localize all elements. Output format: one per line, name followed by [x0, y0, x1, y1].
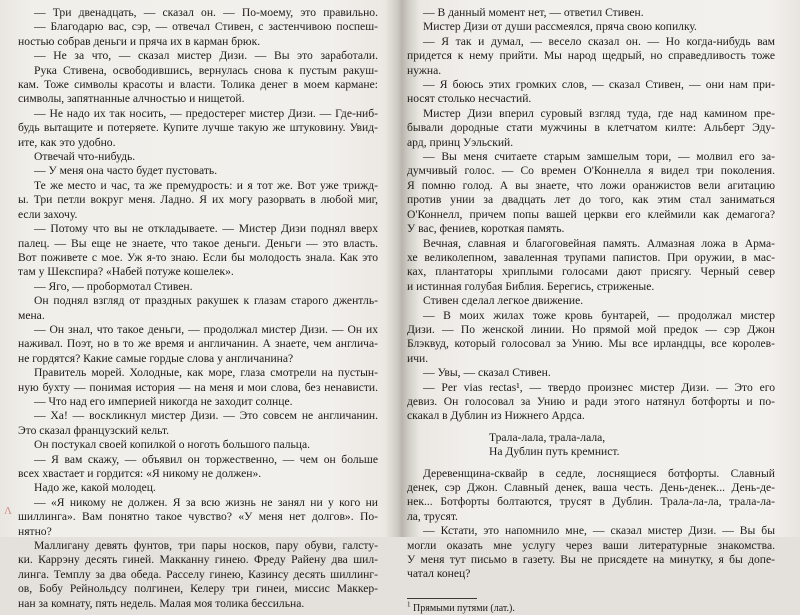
text-line: Деревенщина-сквайр в седле, лоснящиеся ботфорты. Славный — [423, 466, 775, 480]
text-line: — У меня она часто будет пустовать. — [34, 164, 218, 178]
text-line: — Не надо их так носить, — предостерег мистер Дизи. — Где-ниб- — [34, 106, 378, 120]
text-line: Надо же, какой молодец. — [34, 481, 156, 495]
text-line: думчивый голос. — Со времен О'Коннелла я видел три поколения. — [407, 164, 775, 178]
text-line: У вас, фениев, короткая память. — [407, 222, 565, 236]
text-line: девиз. Он голосовал за Унию и ради этого натянул ботфорты и по- — [407, 394, 775, 408]
text-line: ла, трусят. — [407, 509, 458, 523]
text-line: нан за комнату, пять недель. Малая моя толика бессильна. — [18, 596, 305, 610]
text-line: — Кстати, это напомнило мне, — сказал мистер Дизи. — Вы бы — [423, 524, 775, 538]
text-line: — «Я никому не должен. Я за всю жизнь не занял ни у кого ни — [34, 495, 378, 509]
text-line: — Он знал, что такое деньги, — продолжал мистер Дизи. — Он их — [34, 322, 378, 336]
text-line: ичи. — [407, 351, 429, 365]
text-line: — Что над его империей никогда не заходит солнце. — [34, 394, 293, 408]
text-line: Отвечай что-нибудь. — [34, 150, 136, 164]
text-line: линга. Темплу за два обеда. Расселу гинею, Казинсу десять шиллинг- — [18, 567, 378, 581]
text-line: нятно? — [18, 524, 52, 538]
right-page-text-top — [407, 6, 775, 424]
text-line: ки. Каррэну десять гиней. Макканну гинею. Фреду Райену два шил- — [18, 553, 378, 567]
text-line: — Три двенадцать, — сказал он. — По-моему, это правильно. — [34, 6, 378, 19]
text-line: — Не за что, — сказал мистер Дизи. — Вы это заработали. — [34, 49, 378, 63]
text-line: — Вы меня считаете старым замшелым тори, — молвил его за- — [423, 150, 775, 164]
text-line: ную бухту — понимая история — на меня и мои слова, без ненависти. — [18, 380, 378, 394]
text-line: О'Коннелл, причем попы вашей церкви его клеймили как демагога? — [407, 207, 775, 221]
text-line: — Per vias rectas¹, — твердо произнес мистер Дизи. — Это его — [423, 380, 775, 394]
text-line: — Благодарю вас, сэр, — отвечал Стивен, с застенчивою поспеш- — [34, 20, 378, 34]
footnote-marker: 1 — [407, 600, 411, 609]
text-line: наживал. Поэт, но в то же время и англичанин. А знаете, чем англича- — [18, 337, 378, 351]
text-line: ов, Бобу Рейнольдсу полгинеи, Келеру три гинеи, миссис Маккер- — [18, 582, 378, 596]
text-line: ите, как это удобно. — [18, 135, 116, 149]
text-line: там у Шекспира? «Набей потуже кошелек». — [18, 265, 234, 279]
text-line: Вот поживете с мое. Уж я-то знаю. Если бы молодость знала. Как это — [18, 250, 378, 264]
footnote-rule — [407, 598, 477, 599]
text-line: — В моих жилах тоже кровь бунтарей, — продолжал мистер — [423, 308, 775, 322]
text-line: У меня тут письмо в газету. Вы не присядете на минутку, я бы допе- — [407, 553, 775, 567]
page-edge-mark: Λ — [4, 505, 12, 517]
text-line: мена. — [18, 308, 45, 322]
text-line: если захочу. — [18, 207, 78, 221]
text-line: — Я боюсь этих громких слов, — сказал Стивен, — они нам при- — [423, 78, 775, 92]
text-line: против унии за двадцать лет до того, как этим стал заниматься — [407, 193, 775, 207]
footnote-text: Прямыми путями (лат.). — [413, 602, 515, 614]
text-line: нужна. — [407, 63, 442, 77]
text-line: Дизи. — По женской линии. Но прямой мой предок — сэр Джон — [407, 322, 775, 336]
text-line: придется к нему прийти. Мы народ щедрый, но справедливость тоже — [407, 49, 775, 63]
text-line: и истинная голубая Библия. Берегись, стриженые. — [407, 279, 655, 293]
text-line: могли оказать мне услугу через ваши литературные знакомства. — [407, 538, 775, 552]
text-line: Он постукал своей копилкой о ноготь большого пальца. — [34, 438, 311, 452]
text-line: ностью собрав деньги и пряча их в карман брюк. — [18, 34, 261, 48]
text-line: Правитель морей. Холодные, как море, глаза смотрели на пустын- — [34, 366, 378, 380]
text-line: — Ха! — воскликнул мистер Дизи. — Это совсем не англичанин. — [34, 409, 378, 423]
text-line: чатал конец? — [407, 567, 471, 581]
text-line: Он поднял взгляд от праздных ракушек к глазам старого джентль- — [34, 294, 378, 308]
text-line: Стивен сделал легкое движение. — [423, 294, 584, 308]
text-line: всех хвастает и гордится: «Я никому не должен». — [18, 467, 262, 480]
text-line: ы. Три петли вокруг меня. Ладно. Я их могу разорвать в любой миг, — [18, 193, 378, 207]
text-line: — Увы, — сказал Стивен. — [423, 366, 551, 380]
text-line: не гордятся? Какие самые гордые слова у англичанина? — [18, 351, 294, 365]
text-line: — В данный момент нет, — ответил Стивен. — [423, 6, 644, 19]
text-line: скакал в Дублин из Нижнего Ардса. — [407, 409, 585, 423]
right-page — [407, 6, 775, 615]
text-line: шиллинга». Вам понятно такое чувство? «У меня нет долгов». По- — [18, 510, 378, 524]
text-line: Те же место и час, та же премудрость: и я тот же. Вот уже трижд- — [34, 178, 378, 192]
text-line: Мистер Дизи от души рассмеялся, пряча свою копилку. — [423, 20, 697, 34]
text-line: Мистер Дизи вперил суровый взгляд туда, где над камином пре- — [423, 106, 775, 120]
text-line: бывали дородные стати мужчины в клетчатом килте: Альберт Эду- — [407, 121, 775, 135]
text-line: — Я так и думал, — весело сказал он. — Но когда-нибудь вам — [423, 34, 775, 48]
text-line: Блэквуд, который голосовал за Унию. Мы все ирландцы, все королев- — [407, 337, 775, 351]
verse-block — [407, 431, 775, 460]
text-line: кам. Тоже символы красоты и власти. Толика денег в моем кармане: — [18, 78, 378, 92]
text-line: палец. — Вы еще не знаете, что такое деньги. Деньги — это власть. — [18, 236, 378, 250]
text-line: символы, запятнанные алчностью и нищетой. — [18, 92, 245, 106]
text-line: ард, принц Уэльский. — [407, 135, 514, 149]
text-line: Я помню голод. А вы знаете, что ложи оранжистов вели агитацию — [407, 178, 775, 192]
text-line: Рука Стивена, освободившись, вернулась снова к пустым ракуш- — [34, 63, 378, 77]
text-line: Это сказал французский кельт. — [18, 423, 170, 437]
footnote — [407, 600, 775, 615]
text-line: хе великолепном, заваленная трупами папистов. При оружии, в мас- — [407, 250, 775, 264]
verse-line: На Дублин путь кремнист. — [489, 445, 620, 459]
text-line: — Потому что вы не откладываете. — Мистер Дизи поднял вверх — [34, 222, 378, 236]
text-line: денек, сэр Джон. Славный денек, ваша честь. День-денек... День-де- — [407, 481, 775, 494]
left-page — [18, 6, 378, 611]
text-line: ках, плантаторы хриплыми голосами дают присягу. Черный север — [407, 265, 775, 279]
text-line: Вечная, славная и благоговейная память. Алмазная ложа в Арма- — [423, 236, 775, 250]
text-line: — Я вам скажу, — объявил он торжественно, — чем он больше — [34, 452, 378, 466]
text-line: будь вытащите и потеряете. Купите лучше такую же штуковину. Увид- — [18, 121, 378, 135]
verse-line: Трала-лала, трала-лала, — [489, 430, 606, 444]
text-line: носят столько несчастий. — [407, 92, 532, 106]
right-page-text-bottom — [407, 467, 775, 582]
text-line: Маллигану девять фунтов, три пары носков, пару обуви, галсту- — [34, 539, 378, 553]
text-line: нек... Ботфорты болтаются, трусят в Дублин. Трала-ла-ла, трала-ла- — [407, 495, 775, 509]
text-line: — Яго, — пробормотал Стивен. — [34, 279, 193, 293]
